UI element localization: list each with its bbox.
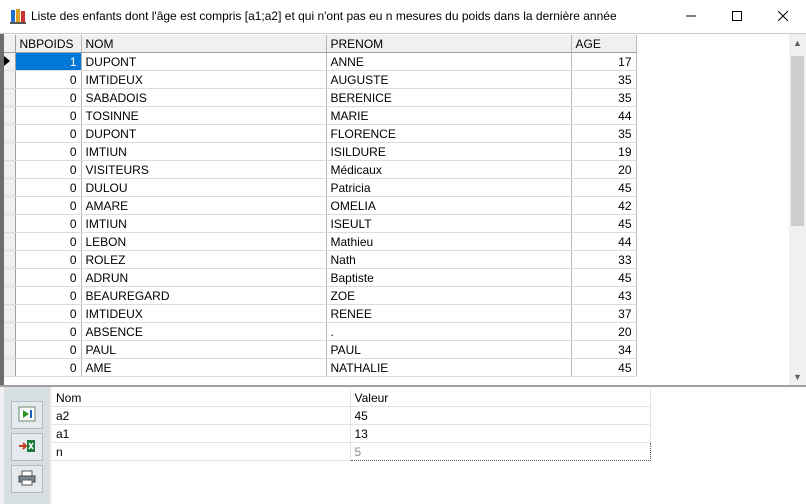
cell-nbpoids[interactable]: 0 <box>15 71 81 89</box>
param-row-a1[interactable] <box>52 425 650 443</box>
minimize-icon <box>686 10 696 24</box>
table-row[interactable] <box>4 251 636 269</box>
cell-age[interactable]: 35 <box>571 125 636 143</box>
cell-prenom[interactable]: MARIE <box>326 107 571 125</box>
table-row[interactable] <box>4 179 636 197</box>
cell-nom[interactable]: AMARE <box>81 197 326 215</box>
close-button[interactable] <box>760 0 806 33</box>
cell-age[interactable]: 44 <box>571 107 636 125</box>
cell-nbpoids[interactable]: 0 <box>15 125 81 143</box>
cell-age[interactable]: 34 <box>571 341 636 359</box>
cell-age[interactable]: 45 <box>571 359 636 377</box>
results-grid[interactable] <box>0 33 806 385</box>
cell-prenom[interactable]: RENEE <box>326 305 571 323</box>
cell-prenom[interactable]: BERENICE <box>326 89 571 107</box>
cell-nom[interactable]: IMTIDEUX <box>81 305 326 323</box>
row-indicator[interactable] <box>4 323 15 341</box>
cell-prenom[interactable]: ISEULT <box>326 215 571 233</box>
cell-nom[interactable]: PAUL <box>81 341 326 359</box>
cell-nom[interactable]: DUPONT <box>81 53 326 71</box>
table-row[interactable] <box>4 305 636 323</box>
cell-prenom[interactable]: ZOE <box>326 287 571 305</box>
cell-prenom[interactable]: Médicaux <box>326 161 571 179</box>
table-row[interactable] <box>4 233 636 251</box>
side-toolbar <box>4 387 50 504</box>
table-row[interactable] <box>4 197 636 215</box>
cell-nbpoids[interactable]: 0 <box>15 359 81 377</box>
row-indicator[interactable] <box>4 197 15 215</box>
row-indicator[interactable] <box>4 233 15 251</box>
scroll-thumb[interactable] <box>791 56 804 226</box>
row-indicator[interactable] <box>4 89 15 107</box>
row-indicator[interactable] <box>4 251 15 269</box>
current-row-indicator-icon[interactable] <box>4 53 15 71</box>
cell-age[interactable]: 45 <box>571 215 636 233</box>
row-indicator[interactable] <box>4 179 15 197</box>
scroll-up-icon[interactable]: ▲ <box>793 37 802 48</box>
cell-prenom[interactable]: Mathieu <box>326 233 571 251</box>
row-indicator[interactable] <box>4 359 15 377</box>
cell-age[interactable]: 37 <box>571 305 636 323</box>
cell-nom[interactable]: AME <box>81 359 326 377</box>
cell-nbpoids[interactable]: 0 <box>15 215 81 233</box>
cell-age[interactable]: 42 <box>571 197 636 215</box>
table-row[interactable] <box>4 125 636 143</box>
print-button[interactable] <box>11 465 43 493</box>
export-excel-button[interactable] <box>11 433 43 461</box>
cell-age[interactable]: 35 <box>571 89 636 107</box>
cell-prenom[interactable]: Nath <box>326 251 571 269</box>
header-row <box>4 35 636 53</box>
param-name: a2 <box>52 407 350 425</box>
cell-nbpoids[interactable]: 0 <box>15 179 81 197</box>
col-header-age[interactable]: AGE <box>571 35 636 53</box>
row-indicator[interactable] <box>4 215 15 233</box>
table-row[interactable] <box>4 341 636 359</box>
cell-age[interactable]: 45 <box>571 179 636 197</box>
table-row[interactable] <box>4 269 636 287</box>
cell-prenom[interactable]: . <box>326 323 571 341</box>
scroll-down-icon[interactable]: ▼ <box>793 371 802 382</box>
table-row[interactable] <box>4 287 636 305</box>
parameters-table <box>52 389 651 461</box>
cell-prenom[interactable]: OMELIA <box>326 197 571 215</box>
parameters-grid[interactable] <box>52 387 806 504</box>
cell-nom[interactable]: SABADOIS <box>81 89 326 107</box>
cell-nom[interactable]: LEBON <box>81 233 326 251</box>
window-title: Liste des enfants dont l'âge est compris [a1;a2] et qui n'ont pas eu n mesures du poids dans la dernière année <box>31 9 617 23</box>
cell-nom[interactable]: IMTIUN <box>81 143 326 161</box>
cell-nbpoids[interactable]: 0 <box>15 233 81 251</box>
cell-nom[interactable]: BEAUREGARD <box>81 287 326 305</box>
cell-age[interactable]: 17 <box>571 53 636 71</box>
cell-age[interactable]: 45 <box>571 269 636 287</box>
cell-nbpoids[interactable]: 1 <box>15 53 81 71</box>
cell-age[interactable]: 19 <box>571 143 636 161</box>
param-value-field[interactable]: 13 <box>350 425 650 443</box>
vertical-scrollbar[interactable] <box>789 34 806 385</box>
cell-nbpoids[interactable]: 0 <box>15 107 81 125</box>
cell-age[interactable]: 43 <box>571 287 636 305</box>
row-indicator[interactable] <box>4 287 15 305</box>
title-bar <box>0 0 806 33</box>
maximize-icon <box>732 10 742 24</box>
param-name: n <box>52 443 350 461</box>
row-indicator[interactable] <box>4 305 15 323</box>
table-row[interactable] <box>4 323 636 341</box>
cell-nbpoids[interactable]: 0 <box>15 161 81 179</box>
row-indicator[interactable] <box>4 125 15 143</box>
param-value-field[interactable]: 5 <box>350 443 650 461</box>
cell-nom[interactable]: IMTIDEUX <box>81 71 326 89</box>
table-row[interactable] <box>4 161 636 179</box>
close-icon <box>778 10 788 24</box>
table-row[interactable] <box>4 53 636 71</box>
row-indicator[interactable] <box>4 143 15 161</box>
cell-age[interactable]: 35 <box>571 71 636 89</box>
cell-nom[interactable]: DUPONT <box>81 125 326 143</box>
cell-nbpoids[interactable]: 0 <box>15 323 81 341</box>
cell-age[interactable]: 44 <box>571 233 636 251</box>
results-table <box>4 35 637 377</box>
cell-age[interactable]: 20 <box>571 161 636 179</box>
table-row[interactable] <box>4 359 636 377</box>
col-header-nom[interactable]: NOM <box>81 35 326 53</box>
cell-nom[interactable]: ADRUN <box>81 269 326 287</box>
cell-prenom[interactable]: Patricia <box>326 179 571 197</box>
print-icon <box>18 470 36 489</box>
run-query-button[interactable] <box>11 401 43 429</box>
cell-age[interactable]: 20 <box>571 323 636 341</box>
row-indicator[interactable] <box>4 107 15 125</box>
param-row-a2[interactable] <box>52 407 650 425</box>
cell-nbpoids[interactable]: 0 <box>15 89 81 107</box>
col-header-nbpoids[interactable]: NBPOIDS <box>15 35 81 53</box>
param-row-n[interactable] <box>52 443 650 461</box>
cell-nom[interactable]: TOSINNE <box>81 107 326 125</box>
table-row[interactable] <box>4 143 636 161</box>
param-value-field[interactable]: 45 <box>350 407 650 425</box>
row-indicator-header <box>4 35 15 53</box>
cell-prenom[interactable]: NATHALIE <box>326 359 571 377</box>
cell-nom[interactable]: IMTIUN <box>81 215 326 233</box>
cell-nbpoids[interactable]: 0 <box>15 305 81 323</box>
col-header-prenom[interactable]: PRENOM <box>326 35 571 53</box>
cell-nom[interactable]: ABSENCE <box>81 323 326 341</box>
cell-age[interactable]: 33 <box>571 251 636 269</box>
run-query-icon <box>18 406 36 425</box>
cell-nbpoids[interactable]: 0 <box>15 197 81 215</box>
param-header-valeur: Valeur <box>350 389 650 407</box>
app-book-icon <box>10 8 26 24</box>
row-indicator[interactable] <box>4 341 15 359</box>
cell-nbpoids[interactable]: 0 <box>15 269 81 287</box>
row-indicator[interactable] <box>4 71 15 89</box>
cell-nbpoids[interactable]: 0 <box>15 251 81 269</box>
cell-prenom[interactable]: PAUL <box>326 341 571 359</box>
cell-nbpoids[interactable]: 0 <box>15 143 81 161</box>
row-indicator[interactable] <box>4 269 15 287</box>
cell-prenom[interactable]: Baptiste <box>326 269 571 287</box>
cell-nom[interactable]: ROLEZ <box>81 251 326 269</box>
cell-nom[interactable]: DULOU <box>81 179 326 197</box>
parameters-panel <box>0 385 806 504</box>
table-row[interactable] <box>4 107 636 125</box>
table-row[interactable] <box>4 89 636 107</box>
param-header-nom: Nom <box>52 389 350 407</box>
params-header-row <box>52 389 650 407</box>
cell-prenom[interactable]: ISILDURE <box>326 143 571 161</box>
minimize-button[interactable] <box>668 0 714 33</box>
export-excel-icon <box>18 438 36 457</box>
table-row[interactable] <box>4 71 636 89</box>
row-indicator[interactable] <box>4 161 15 179</box>
cell-prenom[interactable]: FLORENCE <box>326 125 571 143</box>
param-name: a1 <box>52 425 350 443</box>
cell-nbpoids[interactable]: 0 <box>15 341 81 359</box>
table-row[interactable] <box>4 215 636 233</box>
cell-nom[interactable]: VISITEURS <box>81 161 326 179</box>
cell-prenom[interactable]: AUGUSTE <box>326 71 571 89</box>
cell-nbpoids[interactable]: 0 <box>15 287 81 305</box>
cell-prenom[interactable]: ANNE <box>326 53 571 71</box>
maximize-button[interactable] <box>714 0 760 33</box>
